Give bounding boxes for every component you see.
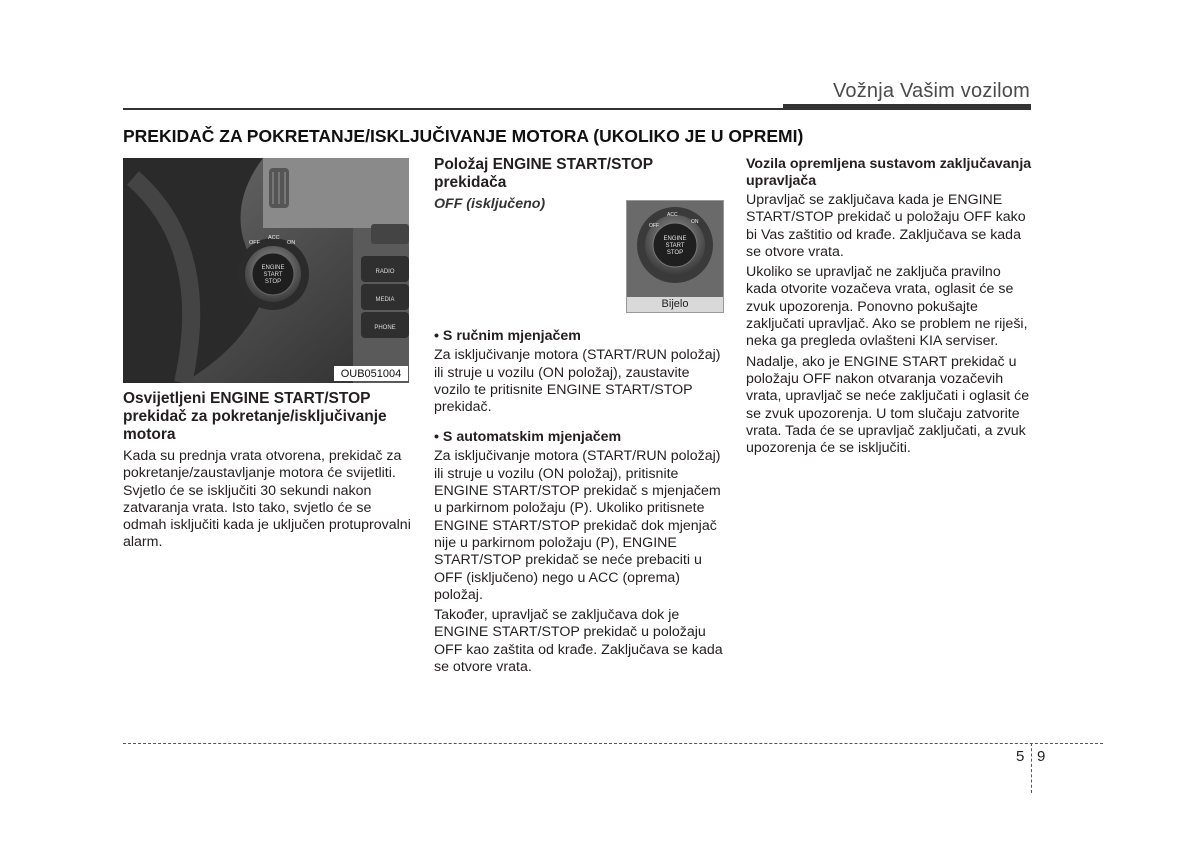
col2-subheading: OFF (isključeno) — [434, 196, 546, 212]
col3-paragraph-1: Upravljač se zaključava kada je ENGINE START/STOP prekidač u položaju OFF kako bi Vas zaštitio od krađe. Zaključava se kada se otvore vrata. — [746, 192, 1026, 260]
fig2-btn-line2: START — [665, 243, 685, 249]
column-3 — [746, 156, 1034, 460]
fig2-btn-line3: STOP — [666, 250, 684, 256]
fig1-label-acc: ACC — [268, 235, 280, 241]
page-number: 9 — [1037, 748, 1046, 765]
bullet-automatic-title: • S automatskim mjenjačem — [434, 429, 622, 446]
figure-code: OUB051004 — [340, 368, 402, 380]
fig1-label-media: MEDIA — [375, 297, 395, 303]
fig1-btn-line3: STOP — [264, 279, 282, 285]
footer-rule — [123, 743, 1103, 744]
footer-divider — [1031, 743, 1032, 793]
col3-paragraph-2: Ukoliko se upravljač ne zaključa pravilno kada otvorite vozačeva vrata, oglasit će se zvuk upozorenja. Ponovno pokušajte zaključati upravljač. Ako se problem ne riješi, neka ga pregleda ovlašteni KIA serviser. — [746, 264, 1028, 350]
column-2 — [434, 156, 724, 679]
fig1-label-phone: PHONE — [374, 325, 396, 331]
col3-paragraph-3: Nadalje, ako je ENGINE START prekidač u položaju OFF nakon otvaranja vozačevih vrata, upravljač se neće zaključati i oglasit će se zvuk upozorenja. U tom slučaju zatvorite vrata. Tada će se upravljač zaključati, a zvuk upozorenja će se isključiti. — [746, 353, 1030, 457]
fig1-btn-line2: START — [263, 272, 283, 278]
fig1-label-on: ON — [287, 240, 296, 246]
col3-heading: Vozila opremljena sustavom zaključavanja upravljača — [746, 156, 1032, 189]
col1-heading: Osvijetljeni ENGINE START/STOP prekidač za pokretanje/isključivanje motora — [123, 390, 387, 443]
chapter-number: 5 — [1016, 748, 1025, 765]
fig1-label-off: OFF — [249, 240, 260, 246]
fig2-label-acc: ACC — [667, 212, 678, 218]
col1-body: Kada su prednja vrata otvorena, prekidač za pokretanje/zaustavljanje motora će svijetliti. Svjetlo će se isključiti 30 sekundi nakon zatvaranja vrata. Isto tako, svjetlo će se odmah isključiti kada je uključen protuprovalni alarm. — [123, 448, 411, 551]
fig1-btn-line1: ENGINE — [261, 265, 285, 271]
bullet-manual-text: Za isključivanje motora (START/RUN položaj) ili struje u vozilu (ON položaj), zaustavite vozilo te pritisnite ENGINE START/STOP prekidač. — [434, 347, 721, 416]
col2-heading: Položaj ENGINE START/STOP prekidača — [434, 156, 653, 191]
bullet-manual-title: • S ručnim mjenjačem — [434, 328, 581, 345]
page-title: PREKIDAČ ZA POKRETANJE/ISKLJUČIVANJE MOTORA (UKOLIKO JE U OPREMI) — [123, 126, 804, 146]
fig2-label-on: ON — [691, 219, 699, 225]
fig1-label-radio: RADIO — [375, 269, 395, 275]
fig2-label-off: OFF — [649, 223, 659, 229]
bullet-automatic-text: Za isključivanje motora (START/RUN položaj) ili struje u vozilu (ON položaj), pritisnite ENGINE START/STOP prekidač s mjenjačem u parkirnom položaju (P). Ukoliko pritisnete ENGINE START/STOP prekidač dok mjenjač nije u parkirnom položaju (P), ENGINE START/STOP prekidač se neće prebaciti u OFF (isključeno) nego u ACC (oprema) položaj. — [434, 448, 721, 603]
dashboard-start-button-photo — [123, 158, 409, 383]
column-1 — [123, 390, 411, 555]
col2-closing-paragraph: Također, upravljač se zaključava dok je ENGINE START/STOP prekidač u položaju OFF kao zaštita od krađe. Zaključava se kada se otvore vrata. — [434, 607, 723, 676]
dashboard-illustration — [123, 158, 409, 383]
header-rule-accent — [783, 104, 1031, 110]
section-title: Vožnja Vašim vozilom — [832, 80, 1030, 102]
fig2-btn-line1: ENGINE — [663, 236, 687, 242]
figure-caption: Bijelo — [661, 298, 689, 310]
